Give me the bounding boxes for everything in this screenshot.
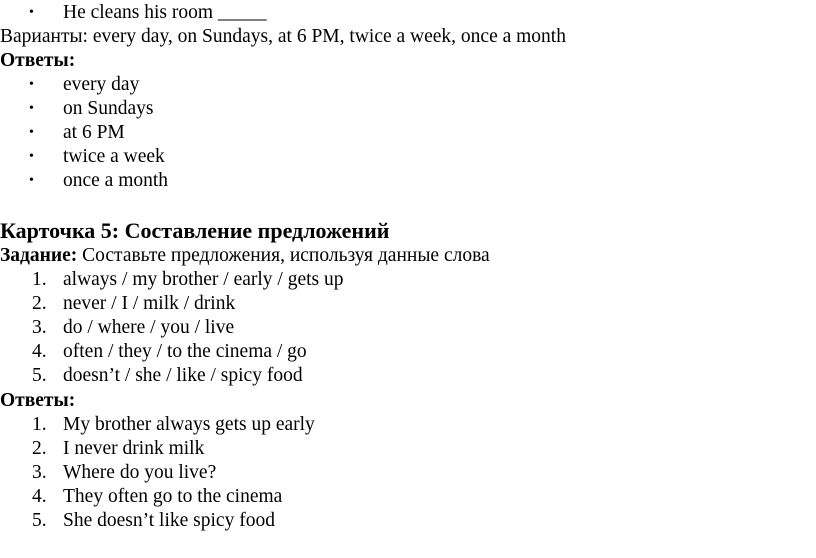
task-text: Составьте предложения, используя данные слова (82, 245, 490, 266)
item-text: always / my brother / early / gets up (63, 269, 344, 290)
item-number: 1. (32, 269, 47, 290)
bullet-icon: • (29, 101, 34, 116)
task-list-item (32, 268, 344, 292)
answer-list-item (29, 145, 165, 169)
answer-list-item (29, 121, 125, 145)
item-number: 5. (32, 510, 47, 531)
section-heading: Карточка 5: Составление предложений (0, 218, 390, 243)
list-item-text: He cleans his room _____ (63, 2, 267, 23)
list-item-text: every day (63, 74, 140, 95)
task-list-item (32, 292, 235, 316)
item-number: 3. (32, 462, 47, 483)
item-text: do / where / you / live (63, 317, 235, 338)
item-number: 2. (32, 293, 47, 314)
intro-list-item (29, 1, 267, 25)
answer-list-item (32, 437, 204, 461)
list-item-text: twice a week (63, 146, 165, 167)
task-list-item (32, 340, 307, 364)
item-number: 1. (32, 414, 47, 435)
task-line (0, 244, 490, 268)
item-text: They often go to the cinema (63, 486, 283, 507)
task-label: Задание: (0, 245, 78, 266)
item-text: My brother always gets up early (63, 414, 315, 435)
answer-list-item (32, 509, 275, 533)
variants-line (0, 25, 566, 49)
answers-label: Ответы: (0, 50, 76, 71)
item-number: 4. (32, 486, 47, 507)
answer-list-item (29, 97, 153, 121)
answer-list-item (32, 413, 315, 437)
task-list-item (32, 316, 234, 340)
list-item-text: on Sundays (63, 98, 154, 119)
answer-list-item (32, 485, 282, 509)
item-text: Where do you live? (63, 462, 217, 483)
bullet-icon: • (29, 173, 34, 188)
item-number: 5. (32, 365, 47, 386)
list-item-text: once a month (63, 170, 169, 191)
item-text: never / I / milk / drink (63, 293, 236, 314)
task-list-item (32, 364, 303, 388)
item-number: 2. (32, 438, 47, 459)
answers-label: Ответы: (0, 390, 76, 411)
list-item-text: at 6 PM (63, 122, 125, 143)
answer-list-item (29, 169, 168, 193)
item-text: She doesn’t like spicy food (63, 510, 275, 531)
answer-list-item (32, 461, 216, 485)
bullet-icon: • (29, 5, 34, 20)
variants-text: every day, on Sundays, at 6 PM, twice a week, once a month (92, 26, 566, 47)
bullet-icon: • (29, 125, 34, 140)
item-text: often / they / to the cinema / go (63, 341, 307, 362)
bullet-icon: • (29, 149, 34, 164)
item-number: 4. (32, 341, 47, 362)
item-text: I never drink milk (63, 438, 205, 459)
item-text: doesn’t / she / like / spicy food (63, 365, 303, 386)
item-number: 3. (32, 317, 47, 338)
answer-list-item (29, 73, 139, 97)
variants-label: Варианты: (0, 26, 88, 47)
bullet-icon: • (29, 77, 34, 92)
